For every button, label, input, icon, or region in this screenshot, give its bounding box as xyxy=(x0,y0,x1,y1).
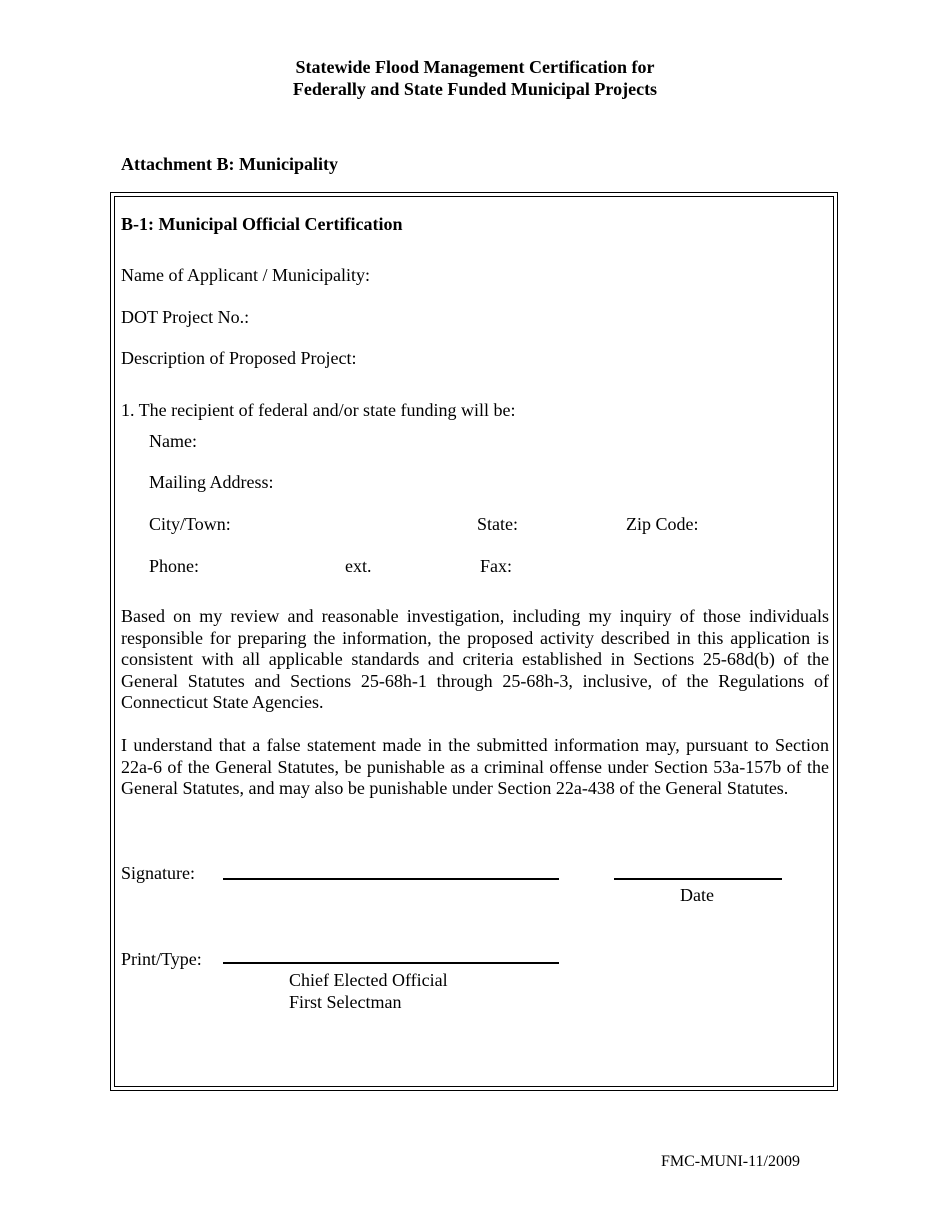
date-label: Date xyxy=(680,885,714,905)
section-title: B-1: Municipal Official Certification xyxy=(121,214,403,234)
zip-code-label: Zip Code: xyxy=(626,514,699,534)
dot-project-label: DOT Project No.: xyxy=(121,307,250,327)
state-label: State: xyxy=(477,514,518,534)
official-title-line-1: Chief Elected Official xyxy=(289,970,448,990)
official-title-line-2: First Selectman xyxy=(289,992,402,1012)
attachment-heading: Attachment B: Municipality xyxy=(121,154,338,174)
phone-label: Phone: xyxy=(149,556,200,576)
project-description-label: Description of Proposed Project: xyxy=(121,348,357,368)
mailing-address-label: Mailing Address: xyxy=(149,472,274,492)
false-statement-paragraph: I understand that a false statement made in the submitted information may, pursuant to Section 22a-6 of the General Statutes, be punishable as a criminal offense under Section 53a-157b of the General Statutes, and may also be punishable under Section 22a-438 of the General Statutes. xyxy=(121,735,829,798)
document-title xyxy=(0,56,950,100)
ext-label: ext. xyxy=(345,556,372,576)
print-type-label: Print/Type: xyxy=(121,949,202,969)
fax-label: Fax: xyxy=(480,556,513,576)
certification-paragraph: Based on my review and reasonable investigation, including my inquiry of those individuals responsible for preparing the information, the proposed activity described in this application is consistent with all applicable standards and criteria established in Sections 25-68d(b) of the General Statutes and Sections 25-68h-1 through 25-68h-3, inclusive, of the Regulations of Connecticut State Agencies. xyxy=(121,606,829,712)
form-code: FMC-MUNI-11/2009 xyxy=(661,1153,800,1170)
recipient-name-label: Name: xyxy=(149,431,197,451)
signature-line[interactable] xyxy=(223,878,559,880)
applicant-label: Name of Applicant / Municipality: xyxy=(121,265,370,285)
title-line-2: Federally and State Funded Municipal Projects xyxy=(292,79,658,99)
date-line[interactable] xyxy=(614,878,782,880)
print-type-line[interactable] xyxy=(223,962,559,964)
recipient-intro: 1. The recipient of federal and/or state funding will be: xyxy=(121,400,516,420)
signature-label: Signature: xyxy=(121,863,195,883)
city-town-label: City/Town: xyxy=(149,514,231,534)
title-line-1: Statewide Flood Management Certification for xyxy=(295,57,655,77)
